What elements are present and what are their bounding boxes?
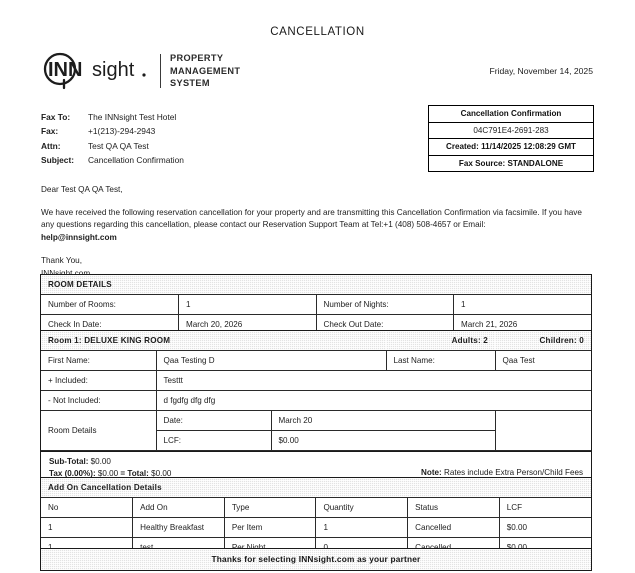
- not-included-value: d fgdfg dfg dfg: [156, 391, 591, 411]
- confirmation-number: 04C791E4-2691-283: [429, 123, 593, 140]
- addon-row-0-add-on: Healthy Breakfast: [133, 518, 225, 538]
- confirmation-fax-source: Fax Source: STANDALONE: [458, 158, 564, 168]
- letter-body: [41, 184, 592, 281]
- rate-date-label: Date:: [156, 411, 271, 431]
- letter-date: Friday, November 14, 2025: [489, 66, 593, 76]
- check-out-date-value: March 21, 2026: [454, 315, 592, 335]
- room-details-header: ROOM DETAILS: [41, 275, 591, 295]
- addon-cancellation-section: [40, 477, 592, 559]
- first-name-value: Qaa Testing D: [156, 351, 386, 371]
- confirmation-created: Created: 11/14/2025 12:08:29 GMT: [429, 139, 593, 156]
- addon-col-type: Type: [224, 498, 316, 518]
- tax-label-end: ):: [90, 468, 96, 478]
- room-details-header-row: [41, 275, 591, 295]
- svg-text:sight: sight: [92, 59, 135, 81]
- logo-tagline-line-1: PROPERTY: [170, 53, 224, 64]
- support-email: help@innsight.com: [41, 232, 117, 242]
- included-label: + Included:: [41, 371, 156, 391]
- footer-banner: Thanks for selecting INNsight.com as your partner: [40, 548, 592, 571]
- letter-salutation: Dear Test QA QA Test,: [41, 185, 123, 194]
- addon-col-no: No: [41, 498, 133, 518]
- check-out-date-label: Check Out Date:: [316, 315, 454, 335]
- logo-tagline-line-3: SYSTEM: [170, 78, 210, 89]
- logo-tagline-line-2: MANAGEMENT: [170, 65, 241, 76]
- rate-date-value: March 20: [271, 411, 495, 431]
- totals-note: [421, 456, 583, 479]
- room-1-children: Children: 0: [495, 331, 591, 351]
- check-in-date-label: Check In Date:: [41, 315, 179, 335]
- innsight-wordmark-icon: [40, 52, 152, 90]
- addon-row-0-no: 1: [41, 518, 133, 538]
- table-row: [41, 295, 591, 315]
- addon-col-quantity: Quantity: [316, 498, 408, 518]
- table-row: [41, 411, 591, 431]
- table-row: [41, 391, 591, 411]
- first-name-label: First Name:: [41, 351, 156, 371]
- included-value: Testtt: [156, 371, 591, 391]
- fax-to-value: The INNsight Test Hotel: [88, 112, 177, 122]
- logo-divider: [160, 54, 161, 88]
- logo-tagline: [170, 52, 240, 89]
- number-of-rooms-value: 1: [179, 295, 317, 315]
- fax-subject-label: Subject:: [41, 155, 75, 166]
- table-row: [41, 351, 591, 371]
- cancellation-confirmation-box: [428, 105, 594, 172]
- addon-column-header-row: [41, 498, 591, 518]
- letter-closing: Thank You,: [41, 256, 82, 266]
- fax-to-label: Fax To:: [41, 112, 71, 122]
- sub-total-value: $0.00: [90, 456, 111, 466]
- fax-subject-row: [41, 153, 184, 167]
- rate-spacer-cell: [495, 411, 591, 451]
- lcf-value: $0.00: [271, 431, 495, 451]
- page-title: CANCELLATION: [270, 26, 365, 38]
- sub-total-line: [49, 456, 171, 468]
- last-name-label: Last Name:: [386, 351, 495, 371]
- room-1-section: [40, 330, 592, 485]
- fax-attn-value: Test QA QA Test: [88, 140, 149, 151]
- fax-attn-row: [41, 139, 184, 153]
- last-name-value: Qaa Test: [495, 351, 591, 371]
- tax-percent: 0.00%: [67, 468, 91, 478]
- number-of-nights-value: 1: [454, 295, 592, 315]
- note-label: Note:: [421, 467, 442, 477]
- room-details-table: [41, 275, 591, 335]
- tax-value: $0.00: [97, 468, 119, 478]
- confirmation-heading: Cancellation Confirmation: [429, 106, 593, 123]
- note-text: Rates include Extra Person/Child Fees: [443, 467, 583, 477]
- addon-header: Add On Cancellation Details: [41, 478, 591, 498]
- fax-header: [41, 110, 184, 168]
- addon-table: [41, 478, 591, 558]
- addon-col-status: Status: [408, 498, 500, 518]
- addon-col-add-on: Add On: [133, 498, 225, 518]
- fax-number-value: +1(213)-294-2943: [88, 126, 156, 137]
- sub-total-label: Sub-Total:: [49, 456, 89, 466]
- number-of-nights-label: Number of Nights:: [316, 295, 454, 315]
- room-1-adults: Adults: 2: [386, 331, 495, 351]
- svg-text:INN: INN: [48, 59, 83, 81]
- room-1-table: [41, 331, 591, 451]
- room-1-title: Room 1: DELUXE KING ROOM: [41, 331, 386, 351]
- totals-left: [49, 456, 171, 480]
- addon-row-0-quantity: 1: [316, 518, 408, 538]
- table-row: [41, 518, 591, 538]
- table-row: [41, 371, 591, 391]
- addon-row-0-type: Per Item: [224, 518, 316, 538]
- addon-row-0-lcf: $0.00: [499, 518, 591, 538]
- letter-paragraph: We have received the following reservation cancellation for your property and are transmitting this Cancellation Confirmation via facsimile. If you have any questions regarding this cancellation, please contact our Reservation Support Team at Tel:+1 (408) 508-4657 or Email:: [41, 207, 582, 230]
- room-details-section: [40, 274, 592, 336]
- number-of-rooms-label: Number of Rooms:: [41, 295, 179, 315]
- check-in-date-value: March 20, 2026: [179, 315, 317, 335]
- tax-label: Tax (: [49, 468, 68, 478]
- total-equals: =: [120, 468, 126, 478]
- lcf-label: LCF:: [156, 431, 271, 451]
- fax-to-row: [41, 110, 184, 124]
- fax-number-row: [41, 124, 184, 138]
- room-1-header-row: [41, 331, 591, 351]
- total-label: Total:: [127, 468, 149, 478]
- total-value: $0.00: [151, 468, 172, 478]
- fax-number-label: Fax:: [41, 126, 59, 137]
- fax-subject-value: Cancellation Confirmation: [88, 155, 184, 166]
- addon-header-row: [41, 478, 591, 498]
- addon-row-0-status: Cancelled: [408, 518, 500, 538]
- room-details-label: Room Details: [41, 411, 156, 451]
- innsight-logo: [40, 52, 240, 90]
- addon-col-lcf: LCF: [499, 498, 591, 518]
- not-included-label: - Not Included:: [41, 391, 156, 411]
- fax-attn-label: Attn:: [41, 140, 61, 151]
